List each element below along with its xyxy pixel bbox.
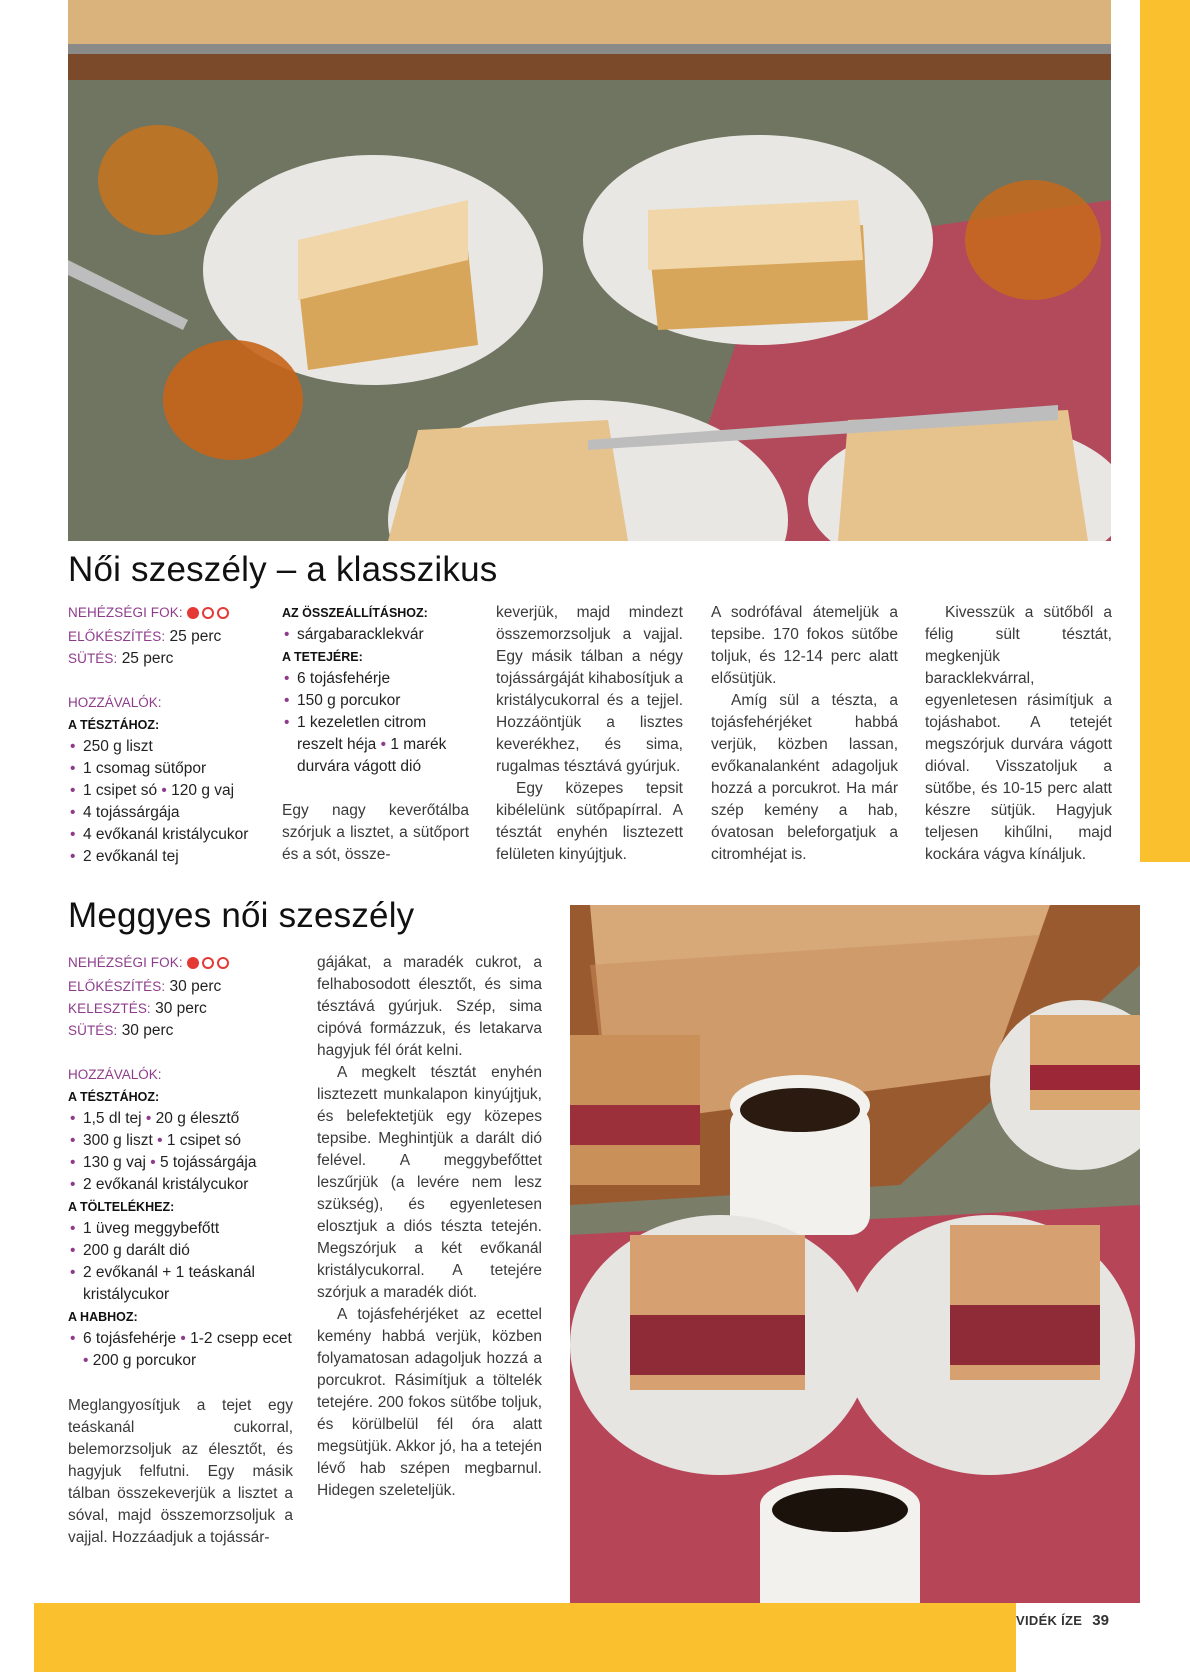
filling-list xyxy=(68,1218,293,1306)
list-item: • 2 evőkanál kristálycukor xyxy=(68,1174,293,1196)
difficulty-dot-filled xyxy=(187,957,199,969)
recipe1-photo xyxy=(68,0,1111,541)
accent-bar-right xyxy=(1140,0,1190,862)
dough-list xyxy=(68,736,268,868)
recipe2-info-column xyxy=(68,952,293,1372)
page-footer xyxy=(1016,1603,1140,1637)
ingredients-heading: HOZZÁVALÓK: xyxy=(68,695,162,710)
list-item: • 1 csomag sütőpor xyxy=(68,758,268,780)
foam-list xyxy=(68,1328,293,1372)
difficulty-dot-filled xyxy=(187,607,199,619)
method-text: Amíg sül a tészta, a tojásfehérjéket habbá verjük, közben lassan, evőkanalanként adagoljuk hozzá a porcukrot. Ha már szép kemény a hab, óvatosan beleforgatjuk a citromhéjat is. xyxy=(711,692,898,863)
recipe2-title: Meggyes női szeszély xyxy=(68,896,415,935)
difficulty-dots xyxy=(187,954,232,976)
difficulty-dot-empty xyxy=(217,957,229,969)
bake-value: 30 perc xyxy=(121,1022,174,1039)
difficulty-dot-empty xyxy=(202,607,214,619)
recipe2-method-part1 xyxy=(68,1395,293,1549)
rise-label: KELESZTÉS: xyxy=(68,1001,151,1016)
recipe1-method-part1 xyxy=(282,800,469,866)
method-text: A tojásfehérjéket az ecettel kemény habbá verjük, közben folyamatosan adagoljuk hozzá a porcukrot. Rásimítjuk a töltelék tetejére. 200 fokos sütőbe toljuk, és körülbelül fél óra alatt megsütjük. Akkor jó, ha a tetején lévő hab szépen megbarnul. Hidegen szeleteljük. xyxy=(317,1306,542,1499)
list-item: • 6 tojásfehérje • 1-2 csepp ecet • 200 g porcukor xyxy=(68,1328,293,1372)
method-text: Egy közepes tepsit kibélelünk sütőpapírral. A tésztát enyhén lisztezett felületen kinyújtjuk. xyxy=(496,780,683,863)
filling-heading: A TÖLTELÉKHEZ: xyxy=(68,1200,175,1214)
method-text: A sodrófával átemeljük a tepsibe. 170 fokos sütőbe toljuk, és 12-14 perc alatt elősütjük. xyxy=(711,604,898,687)
list-item: • 200 g darált dió xyxy=(68,1240,293,1262)
recipe1-difficulty: NEHÉZSÉGI FOK: xyxy=(68,602,268,626)
difficulty-dots xyxy=(187,604,232,626)
method-text: Meglangyosítjuk a tejet egy teáskanál cukorral, belemorzsoljuk az élesztőt, és hagyjuk felfutni. Egy másik tálban összekeverjük a lisztet a sóval, majd összemorzsoljuk a vajjal. Hozzáadjuk a tojássár- xyxy=(68,1397,293,1546)
bake-label: SÜTÉS: xyxy=(68,651,118,666)
dough-list xyxy=(68,1108,293,1196)
method-text: A megkelt tésztát enyhén lisztezett munkalapon kinyújtjuk, és belefektetjük egy közepes tepsibe. Meghintjük a darált dió felével. A meggybefőttet leszűrjük (a levére nem lesz szükség), és egyenletesen elosztjuk a diós tészta tetején. Megszórjuk a két evőkanál kristálycukorral. A tetejére szórjuk a maradék diót. xyxy=(317,1064,542,1301)
recipe1-title: Női szeszély – a klasszikus xyxy=(68,550,498,589)
method-text: Egy nagy keverőtálba szórjuk a lisztet, a sütőport és a sót, össze- xyxy=(282,802,469,863)
list-item: • 1 üveg meggybefőtt xyxy=(68,1218,293,1240)
method-text: gájákat, a maradék cukrot, a felhabosodott élesztőt, és sima tésztává gyúrjuk. Szép, sima cipóvá formázzuk, és letakarva hagyjuk fél órát kelni. xyxy=(317,954,542,1059)
prep-value: 30 perc xyxy=(169,978,222,995)
topping-list xyxy=(282,668,470,778)
dough-heading: A TÉSZTÁHOZ: xyxy=(68,718,160,732)
recipe1-info-column xyxy=(68,602,268,868)
list-item: • 4 evőkanál kristálycukor xyxy=(68,824,268,846)
magazine-name: VIDÉK ÍZE xyxy=(1016,1612,1083,1628)
method-text: Kivesszük a sütőből a félig sült tésztát, megkenjük baracklekvárral, egyenletesen rásimítjuk a tojáshabot. A tetejét megszórjuk durvára vágott dióval. Visszatoljuk a sütőbe, és 10-15 perc alatt készre sütjük. Hagyjuk teljesen kihűlni, majd kockára vágva kínáljuk. xyxy=(925,604,1112,863)
recipe1-method-part2 xyxy=(496,602,683,866)
recipe2-method-part2 xyxy=(317,952,542,1502)
list-item: • sárgabaracklekvár xyxy=(282,624,470,646)
accent-bar-bottom xyxy=(34,1603,1016,1672)
dough-heading: A TÉSZTÁHOZ: xyxy=(68,1090,160,1104)
list-item: • 250 g liszt xyxy=(68,736,268,758)
list-item: • 2 evőkanál tej xyxy=(68,846,268,868)
rise-value: 30 perc xyxy=(155,1000,207,1017)
bake-label: SÜTÉS: xyxy=(68,1023,118,1038)
prep-label: ELŐKÉSZÍTÉS: xyxy=(68,979,166,994)
topping-heading: A TETEJÉRE: xyxy=(282,650,363,664)
prep-value: 25 perc xyxy=(169,628,222,645)
list-item: • 1 kezeletlen citrom reszelt héja • 1 marék durvára vágott dió xyxy=(282,712,470,778)
method-text: keverjük, majd mindezt összemorzsoljuk a vajjal. Egy másik tálban a négy tojássárgáját kihabosítjuk a kristálycukorral és a tejjel. Hozzáöntjük a lisztes keverékhez, és sima, rugalmas tésztává gyúrjuk. xyxy=(496,604,683,775)
foam-heading: A HABHOZ: xyxy=(68,1310,138,1324)
page-number: 39 xyxy=(1092,1611,1109,1629)
recipe2-photo xyxy=(570,905,1140,1603)
list-item: • 1 csipet só • 120 g vaj xyxy=(68,780,268,802)
ingredients-heading: HOZZÁVALÓK: xyxy=(68,1067,162,1082)
bake-value: 25 perc xyxy=(121,650,174,667)
list-item: • 2 evőkanál + 1 teáskanál kristálycukor xyxy=(68,1262,293,1306)
difficulty-dot-empty xyxy=(217,607,229,619)
recipe2-difficulty: NEHÉZSÉGI FOK: xyxy=(68,952,293,976)
list-item: • 6 tojásfehérje xyxy=(282,668,470,690)
list-item: • 130 g vaj • 5 tojássárgája xyxy=(68,1152,293,1174)
list-item: • 300 g liszt • 1 csipet só xyxy=(68,1130,293,1152)
recipe1-method-part4 xyxy=(925,602,1112,866)
list-item: • 1,5 dl tej • 20 g élesztő xyxy=(68,1108,293,1130)
list-item: • 4 tojássárgája xyxy=(68,802,268,824)
assembly-list xyxy=(282,624,470,646)
prep-label: ELŐKÉSZÍTÉS: xyxy=(68,629,166,644)
list-item: • 150 g porcukor xyxy=(282,690,470,712)
recipe1-ingredients-column xyxy=(282,602,470,778)
difficulty-dot-empty xyxy=(202,957,214,969)
recipe1-method-part3 xyxy=(711,602,898,866)
assembly-heading: AZ ÖSSZEÁLLÍTÁSHOZ: xyxy=(282,606,428,620)
